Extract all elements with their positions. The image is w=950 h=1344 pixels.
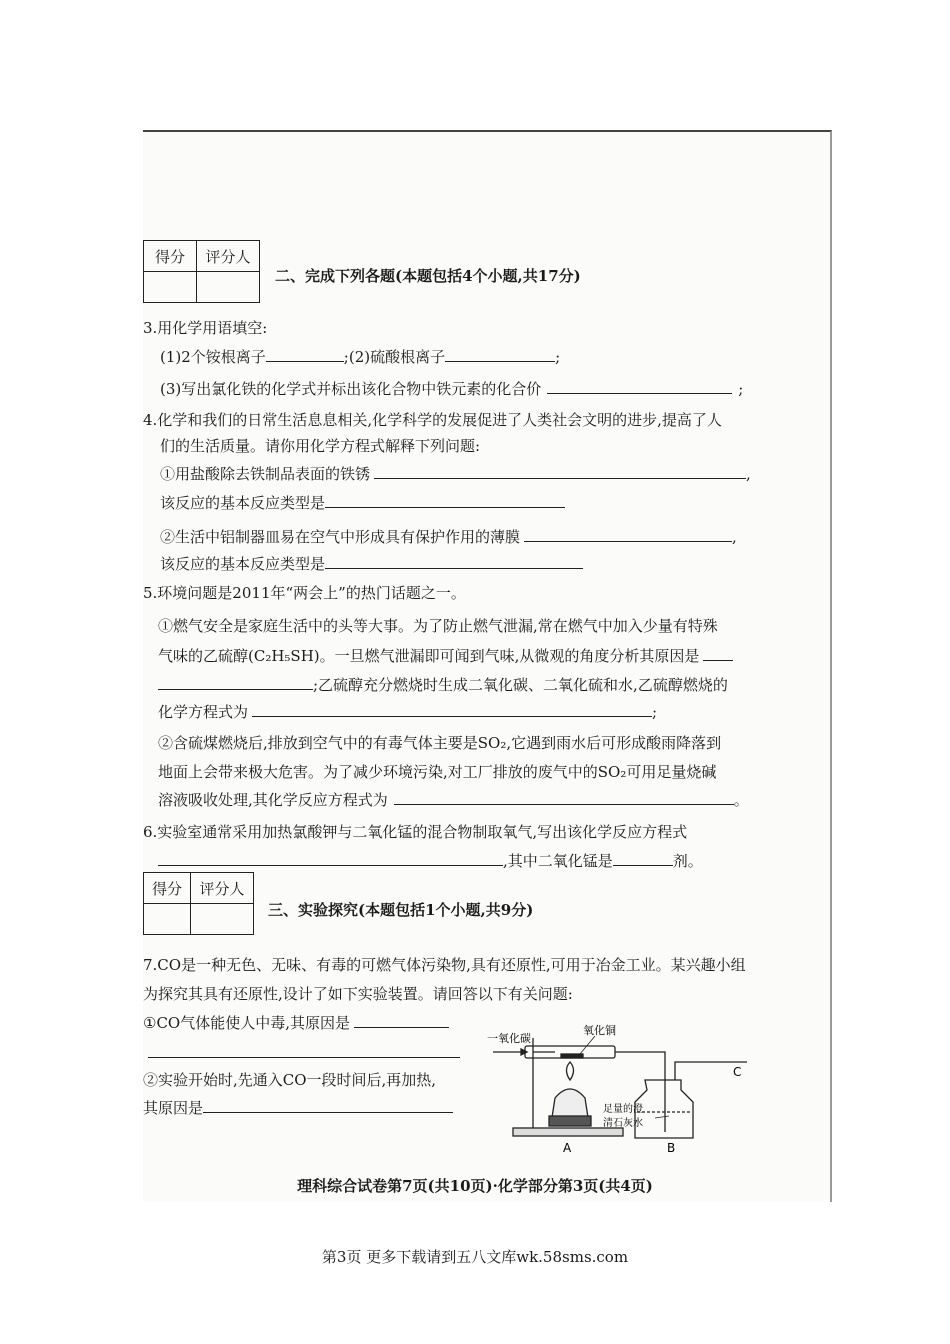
- grader-header: 评分人: [191, 873, 254, 904]
- apparatus-diagram: [485, 1020, 760, 1160]
- wash-bottle: [635, 1080, 693, 1138]
- answer-blank[interactable]: [158, 674, 313, 690]
- q5-b1-line-2-text: 气味的乙硫醇(C₂H₅SH)。一旦燃气泄漏即可闻到气味,从微观的角度分析其原因是: [158, 647, 700, 665]
- score-cell: [144, 272, 197, 303]
- answer-blank[interactable]: [148, 1042, 460, 1058]
- page-footer: 理科综合试卷第7页(共10页)·化学部分第3页(共4页): [297, 1177, 653, 1195]
- punct: ;: [738, 380, 744, 398]
- q7-c1-text: ①CO气体能使人中毒,其原因是: [143, 1014, 350, 1032]
- answer-blank[interactable]: [547, 378, 732, 394]
- section-2-title: 二、完成下列各题(本题包括4个小题,共17分): [275, 267, 581, 285]
- q7-c1-line-2: [148, 1042, 460, 1063]
- label-c: C: [733, 1065, 742, 1079]
- q4-item-2-text: ②生活中铝制器皿易在空气中形成具有保护作用的薄膜: [160, 528, 521, 546]
- q4-item-2: [160, 526, 737, 547]
- score-header: 得分: [144, 873, 191, 904]
- q5-b1-line-3-text: ;乙硫醇充分燃烧时生成二氧化碳、二氧化硫和水,乙硫醇燃烧的: [313, 676, 728, 694]
- punct: ;: [652, 703, 658, 721]
- q4-item-1-text: ①用盐酸除去铁制品表面的铁锈: [160, 465, 371, 483]
- q5-b2-line-3-text: 溶液吸收处理,其化学反应方程式为: [158, 791, 388, 809]
- answer-blank[interactable]: [325, 553, 583, 569]
- lamp-stand: [549, 1116, 591, 1126]
- q5-b2-line-3: [158, 789, 749, 810]
- label-co: 一氧化碳: [487, 1032, 531, 1045]
- score-header: 得分: [144, 241, 197, 272]
- arrow-icon: [521, 1049, 527, 1055]
- q7-c2-line-1: ②实验开始时,先通入CO一段时间后,再加热,: [143, 1071, 437, 1089]
- q5-stem: 5.环境问题是2011年“两会上”的热门话题之一。: [143, 584, 466, 602]
- section-3-title: 三、实验探究(本题包括1个小题,共9分): [268, 901, 534, 919]
- q5-b1-line-4-text: 化学方程式为: [158, 703, 249, 721]
- punct: 。: [733, 791, 749, 809]
- q3-part-1-2: [160, 346, 560, 367]
- q7-c2-line-2: [143, 1097, 453, 1118]
- q7-line-2: 为探究其具有还原性,设计了如下实验装置。请回答以下有关问题:: [143, 985, 573, 1003]
- answer-blank[interactable]: [252, 701, 652, 717]
- q3-p1-text: (1)2个铵根离子: [160, 348, 266, 366]
- q5-b1-line-3: [158, 674, 728, 695]
- q6-line-1: 6.实验室通常采用加热氯酸钾与二氧化锰的混合物制取氧气,写出该化学反应方程式: [143, 823, 688, 841]
- flame-icon: [567, 1062, 574, 1080]
- q4-stem-line-1: 4.化学和我们的日常生活息息相关,化学科学的发展促进了人类社会文明的进步,提高了人: [143, 411, 722, 429]
- q5-b1-line-2: [158, 645, 733, 666]
- answer-blank[interactable]: [266, 346, 344, 362]
- answer-blank[interactable]: [325, 492, 565, 508]
- answer-blank[interactable]: [445, 346, 555, 362]
- punct: ,: [732, 528, 737, 546]
- q6-line-2-end: 剂。: [672, 852, 703, 870]
- answer-blank[interactable]: [524, 526, 732, 542]
- grader-cell: [191, 904, 254, 935]
- label-b: B: [667, 1141, 676, 1155]
- q3-stem: 3.用化学用语填空:: [143, 319, 268, 337]
- q4-item-1-type-text: 该反应的基本反应类型是: [160, 494, 326, 512]
- label-leader: [580, 1036, 595, 1054]
- answer-blank[interactable]: [703, 645, 733, 661]
- q3-p3-text: (3)写出氯化铁的化学式并标出该化合物中铁元素的化合价: [160, 380, 542, 398]
- q4-item-2-type-text: 该反应的基本反应类型是: [160, 555, 326, 573]
- q7-c2-line-2-text: 其原因是: [143, 1099, 204, 1117]
- label-limewater-1: 足量的澄: [603, 1104, 643, 1115]
- site-footer: 第3页 更多下载请到五八文库wk.58sms.com: [321, 1248, 629, 1266]
- q5-b2-line-1: ②含硫煤燃烧后,排放到空气中的有毒气体主要是SO₂,它遇到雨水后可形成酸雨降落到: [158, 734, 722, 752]
- grader-header: 评分人: [197, 241, 260, 272]
- label-cuo: 氧化铜: [583, 1024, 616, 1037]
- q7-c1: [143, 1012, 449, 1033]
- score-cell: [144, 904, 191, 935]
- answer-blank[interactable]: [203, 1097, 453, 1113]
- outlet-tube: [615, 1052, 665, 1080]
- q5-b1-line-4: [158, 701, 657, 722]
- q5-b1-line-1: ①燃气安全是家庭生活中的头等大事。为了防止燃气泄漏,常在燃气中加入少量有特殊: [158, 617, 718, 635]
- q5-b2-line-2: 地面上会带来极大危害。为了减少环境污染,对工厂排放的废气中的SO₂可用足量烧碱: [158, 763, 717, 781]
- answer-blank[interactable]: [394, 789, 734, 805]
- answer-blank[interactable]: [613, 850, 673, 866]
- q3-p2-text: ;(2)硫酸根离子: [343, 348, 446, 366]
- label-leader: [655, 1116, 669, 1118]
- q6-line-2: [158, 850, 703, 871]
- punct: ;: [555, 348, 561, 366]
- label-a: A: [563, 1141, 572, 1155]
- q4-item-2-type: [160, 553, 583, 574]
- answer-blank[interactable]: [158, 850, 503, 866]
- answer-blank[interactable]: [354, 1012, 449, 1028]
- punct: ,: [746, 465, 751, 483]
- grader-cell: [197, 272, 260, 303]
- q4-stem-line-2: 们的生活质量。请你用化学方程式解释下列问题:: [160, 437, 481, 455]
- stand-base: [513, 1128, 623, 1136]
- copper-oxide-sample: [561, 1054, 583, 1058]
- answer-blank[interactable]: [374, 463, 746, 479]
- q6-line-2-text: ,其中二氧化锰是: [503, 852, 613, 870]
- label-limewater-2: 清石灰水: [603, 1118, 643, 1129]
- score-box-section-2: [143, 240, 260, 303]
- q7-line-1: 7.CO是一种无色、无味、有毒的可燃气体污染物,具有还原性,可用于冶金工业。某兴趣小组: [143, 956, 746, 974]
- q4-item-1-type: [160, 492, 565, 513]
- score-box-section-3: [143, 872, 254, 935]
- q3-part-3: [160, 378, 743, 399]
- q4-item-1: [160, 463, 751, 484]
